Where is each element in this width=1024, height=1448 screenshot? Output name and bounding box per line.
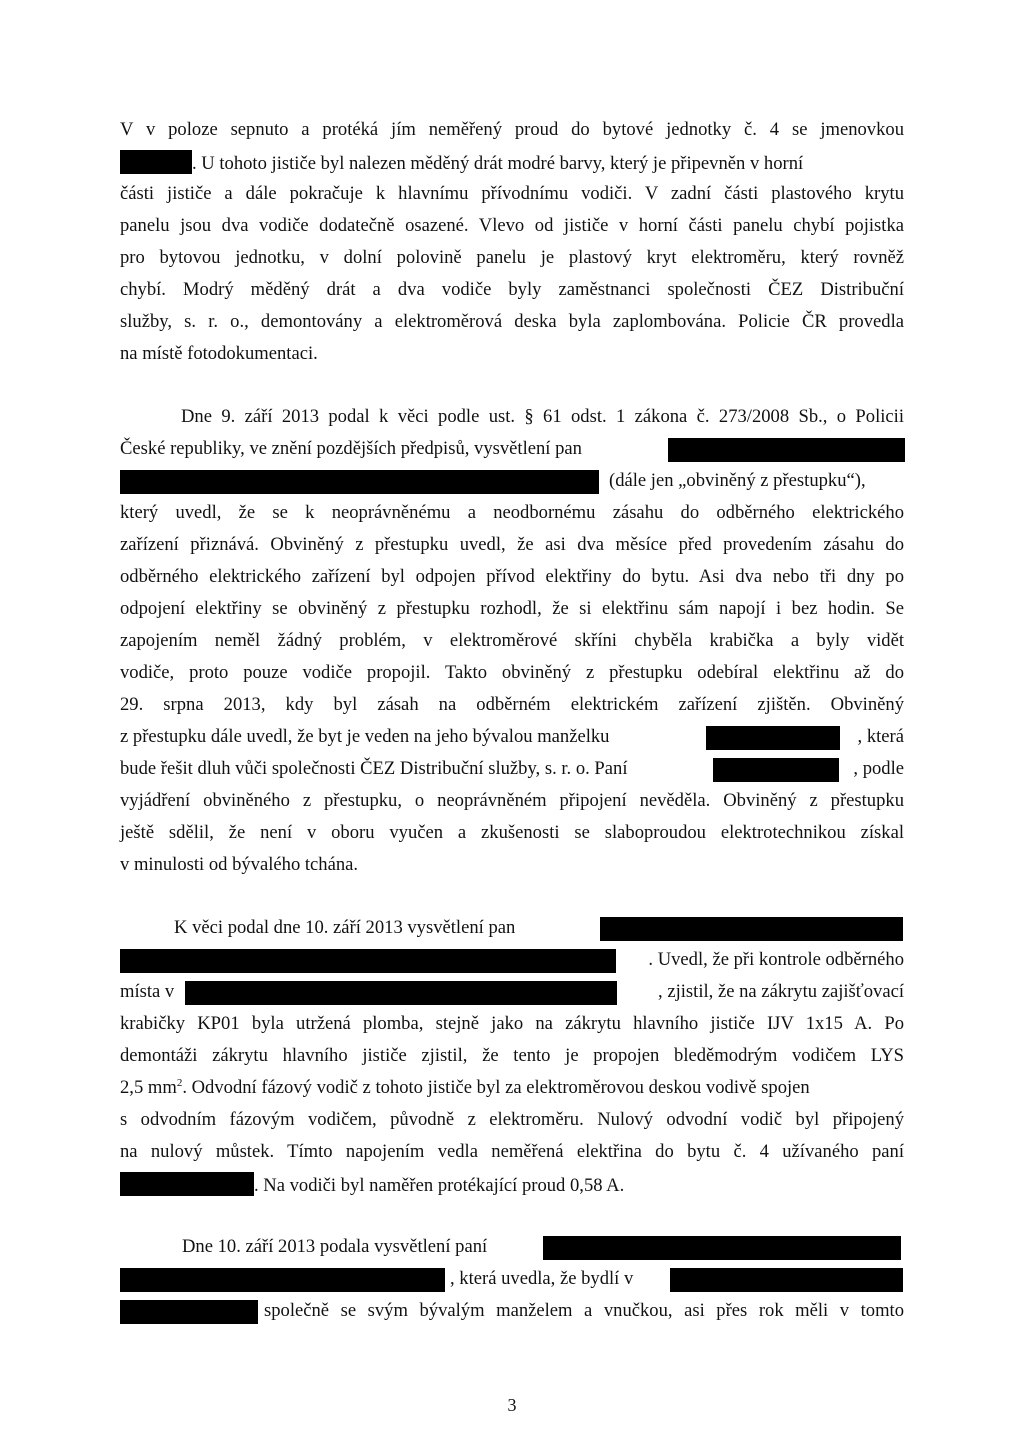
p1-line-1: V v poloze sepnuto a protéká jím neměřený proud do bytové jednotky č. 4 se jmenovkou xyxy=(120,119,904,140)
p3-line-9: . Na vodiči byl naměřen protékající proud 0,58 A. xyxy=(120,1172,904,1198)
redaction-bar xyxy=(120,150,192,174)
redaction-bar xyxy=(120,1172,254,1196)
redaction-bar xyxy=(120,949,616,973)
p3-line-8: na nulový můstek. Tímto napojením vedla neměřená elektřina do bytu č. 4 užívaného paní xyxy=(120,1141,904,1162)
redaction-bar xyxy=(185,981,617,1005)
page-number: 3 xyxy=(507,1395,517,1415)
p3-line-6: 2,5 $mm^2$. Odvodní fázový vodič z tohoto jističe byl za elektroměrovou deskou vodivě spojen xyxy=(120,1076,810,1098)
p2-line-14: ještě sdělil, že není v oboru vyučen a zkušenosti se slaboproudou elektrotechnikou získal xyxy=(120,822,904,843)
p2-line-5: zařízení přiznává. Obviněný z přestupku uvedl, že asi dva měsíce před provedením zásahu do xyxy=(120,534,904,555)
redaction-bar xyxy=(543,1236,901,1260)
p1-line-8: na místě fotodokumentaci. xyxy=(120,343,318,364)
p2-line-7: odpojení elektřiny se obviněný z přestupku rozhodl, že si elektřinu sám napojí i bez hodin. Se xyxy=(120,598,904,619)
redaction-bar xyxy=(668,438,905,462)
redaction-bar xyxy=(600,917,903,941)
p1-line-6: chybí. Modrý měděný drát a dva vodiče byly zaměstnanci společnosti ČEZ Distribuční xyxy=(120,279,904,300)
p2-line-2: České republiky, ve znění pozdějších předpisů, vysvětlení pan xyxy=(120,437,904,461)
p2-line-10: 29. srpna 2013, kdy byl zásah na odběrném elektrickém zařízení zjištěn. Obviněný xyxy=(120,694,904,715)
p3-line-4: krabičky KP01 byla utržená plomba, stejně jako na zákrytu hlavního jističe IJV 1x15 A. Po xyxy=(120,1013,904,1034)
redaction-bar xyxy=(120,1268,445,1292)
p2-line-1: Dne 9. září 2013 podal k věci podle ust. § 61 odst. 1 zákona č. 273/2008 Sb., o Policii xyxy=(181,406,904,427)
p1-line-7: služby, s. r. o., demontovány a elektroměrová deska byla zaplombována. Policie ČR provedla xyxy=(120,311,904,332)
p2-line-11: z přestupku dále uvedl, že byt je veden na jeho bývalou manželku , která xyxy=(120,725,904,749)
p2-line-8: zapojením neměl žádný problém, v elektroměrové skříni chyběla krabička a byly vidět xyxy=(120,630,904,651)
p2-line-9: vodiče, proto pouze vodiče propojil. Takto obviněný z přestupku odebíral elektřinu až do xyxy=(120,662,904,683)
p2-line-15: v minulosti od bývalého tchána. xyxy=(120,854,359,875)
p3-line-7: s odvodním fázovým vodičem, původně z elektroměru. Nulový odvodní vodič byl připojený xyxy=(120,1109,904,1130)
p1-line-4: panelu jsou dva vodiče dodatečně osazené. Vlevo od jističe v horní části panelu chybí pojistka xyxy=(120,215,904,236)
redaction-bar xyxy=(713,758,839,782)
p1-line-5: pro bytovou jednotku, v dolní polovině panelu je plastový kryt elektroměru, který rovněž xyxy=(120,247,904,268)
p1-line-2: . U tohoto jističe byl nalezen měděný drát modré barvy, který je připevněn v horní xyxy=(120,150,904,176)
p3-line-3: místa v , zjistil, že na zákrytu zajišťovací xyxy=(120,980,904,1004)
p2-line-13: vyjádření obviněného z přestupku, o neoprávněném připojení nevěděla. Obviněný z přestupku xyxy=(120,790,904,811)
p2-line-4: který uvedl, že se k neoprávněnému a neodbornému zásahu do odběrného elektrického xyxy=(120,502,904,523)
p1-line-3: části jističe a dále pokračuje k hlavnímu přívodnímu vodiči. V zadní části plastového krytu xyxy=(120,183,904,204)
redaction-bar xyxy=(670,1268,903,1292)
redaction-bar xyxy=(706,726,840,750)
document-page: V v poloze sepnuto a protéká jím neměřený proud do bytové jednotky č. 4 se jmenovkou . U tohoto jističe byl nalezen měděný drát modré barvy, který je připevněn v horní části jističe a dále pokračuje k hlavnímu přívodnímu vodiči. V zadní části plastového krytu panelu jsou dva vodiče dodatečně osazené. Vlevo od jističe v horní části panelu chybí pojistka pro bytovou jednotku, v dolní polovině panelu je plastový kryt elektroměru, který rovněž chybí. Modrý měděný drát a dva vodiče byly zaměstnanci společnosti ČEZ Distribuční služby, s. r. o., demontovány a elektroměrová deska byla zaplombována. Policie ČR provedla na místě fotodokumentaci. Dne 9. září 2013 podal k věci podle ust. § 61 odst. 1 zákona č. 273/2008 Sb., o Policii České republiky, ve znění pozdějších předpisů, vysvětlení pan (dále jen „obviněný z přestupku“), který uvedl, že se k neoprávněnému a neodbornému zásahu do odběrného elektrického zařízení přiznává. Obviněný z přestupku uvedl, že asi dva měsíce před provedením zásahu do odběrného elektrického zařízení byl odpojen přívod elektřiny do bytu. Asi dva nebo tři dny po odpojení elektřiny se obviněný z přestupku rozhodl, že si elektřinu sám napojí i bez hodin. Se zapojením neměl žádný problém, v elektroměrové skříni chyběla krabička a byly vidět vodiče, proto pouze vodiče propojil. Takto obviněný z přestupku odebíral elektřinu až do 29. srpna 2013, kdy byl zásah na odběrném elektrickém zařízení zjištěn. Obviněný z přestupku dále uvedl, že byt je veden na jeho bývalou manželku , která bude řešit dluh vůči společnosti ČEZ Distribuční služby, s. r. o. Paní , podle vyjádření obviněného z přestupku, o neoprávněném připojení nevěděla. Obviněný z přestupku ještě sdělil, že není v oboru vyučen a zkušenosti se slaboproudou elektrotechnikou získal v minulosti od bývalého tchána. K věci podal dne 10. září 2013 vysvětlení pan . Uvedl, že při kontrole odběrného místa v , zjistil, že na zákrytu zajišťovací krabičky KP01 byla utržená plomba, stejně jako na zákrytu hlavního jističe IJV 1x15 A. Po demontáži zákrytu hlavního jističe zjistil, že tento je propojen bleděmodrým vodičem LYS 2,5 $mm^2$. Odvodní fázový vodič z tohoto jističe byl za elektroměrovou deskou vodivě spojen s odvodním fázovým vodičem, původně z elektroměru. Nulový odvodní vodič byl připojený na nulový můstek. Tímto napojením vedla neměřená elektřina do bytu č. 4 užívaného paní . Na vodiči byl naměřen protékající proud 0,58 A. Dne 10. září 2013 podala vysvětlení paní , která uvedla, že bydlí v společně se svým bývalým manželem a vnučkou, asi přes rok měli v tomto 3 xyxy=(0,0,1024,1448)
redaction-bar xyxy=(120,470,599,494)
p2-line-6: odběrného elektrického zařízení byl odpojen přívod elektřiny do bytu. Asi dva nebo tři dny po xyxy=(120,566,904,587)
p2-line-12: bude řešit dluh vůči společnosti ČEZ Distribuční služby, s. r. o. Paní , podle xyxy=(120,757,904,781)
redaction-bar xyxy=(120,1300,258,1324)
p3-line-5: demontáži zákrytu hlavního jističe zjistil, že tento je propojen bleděmodrým vodičem LYS xyxy=(120,1045,904,1066)
